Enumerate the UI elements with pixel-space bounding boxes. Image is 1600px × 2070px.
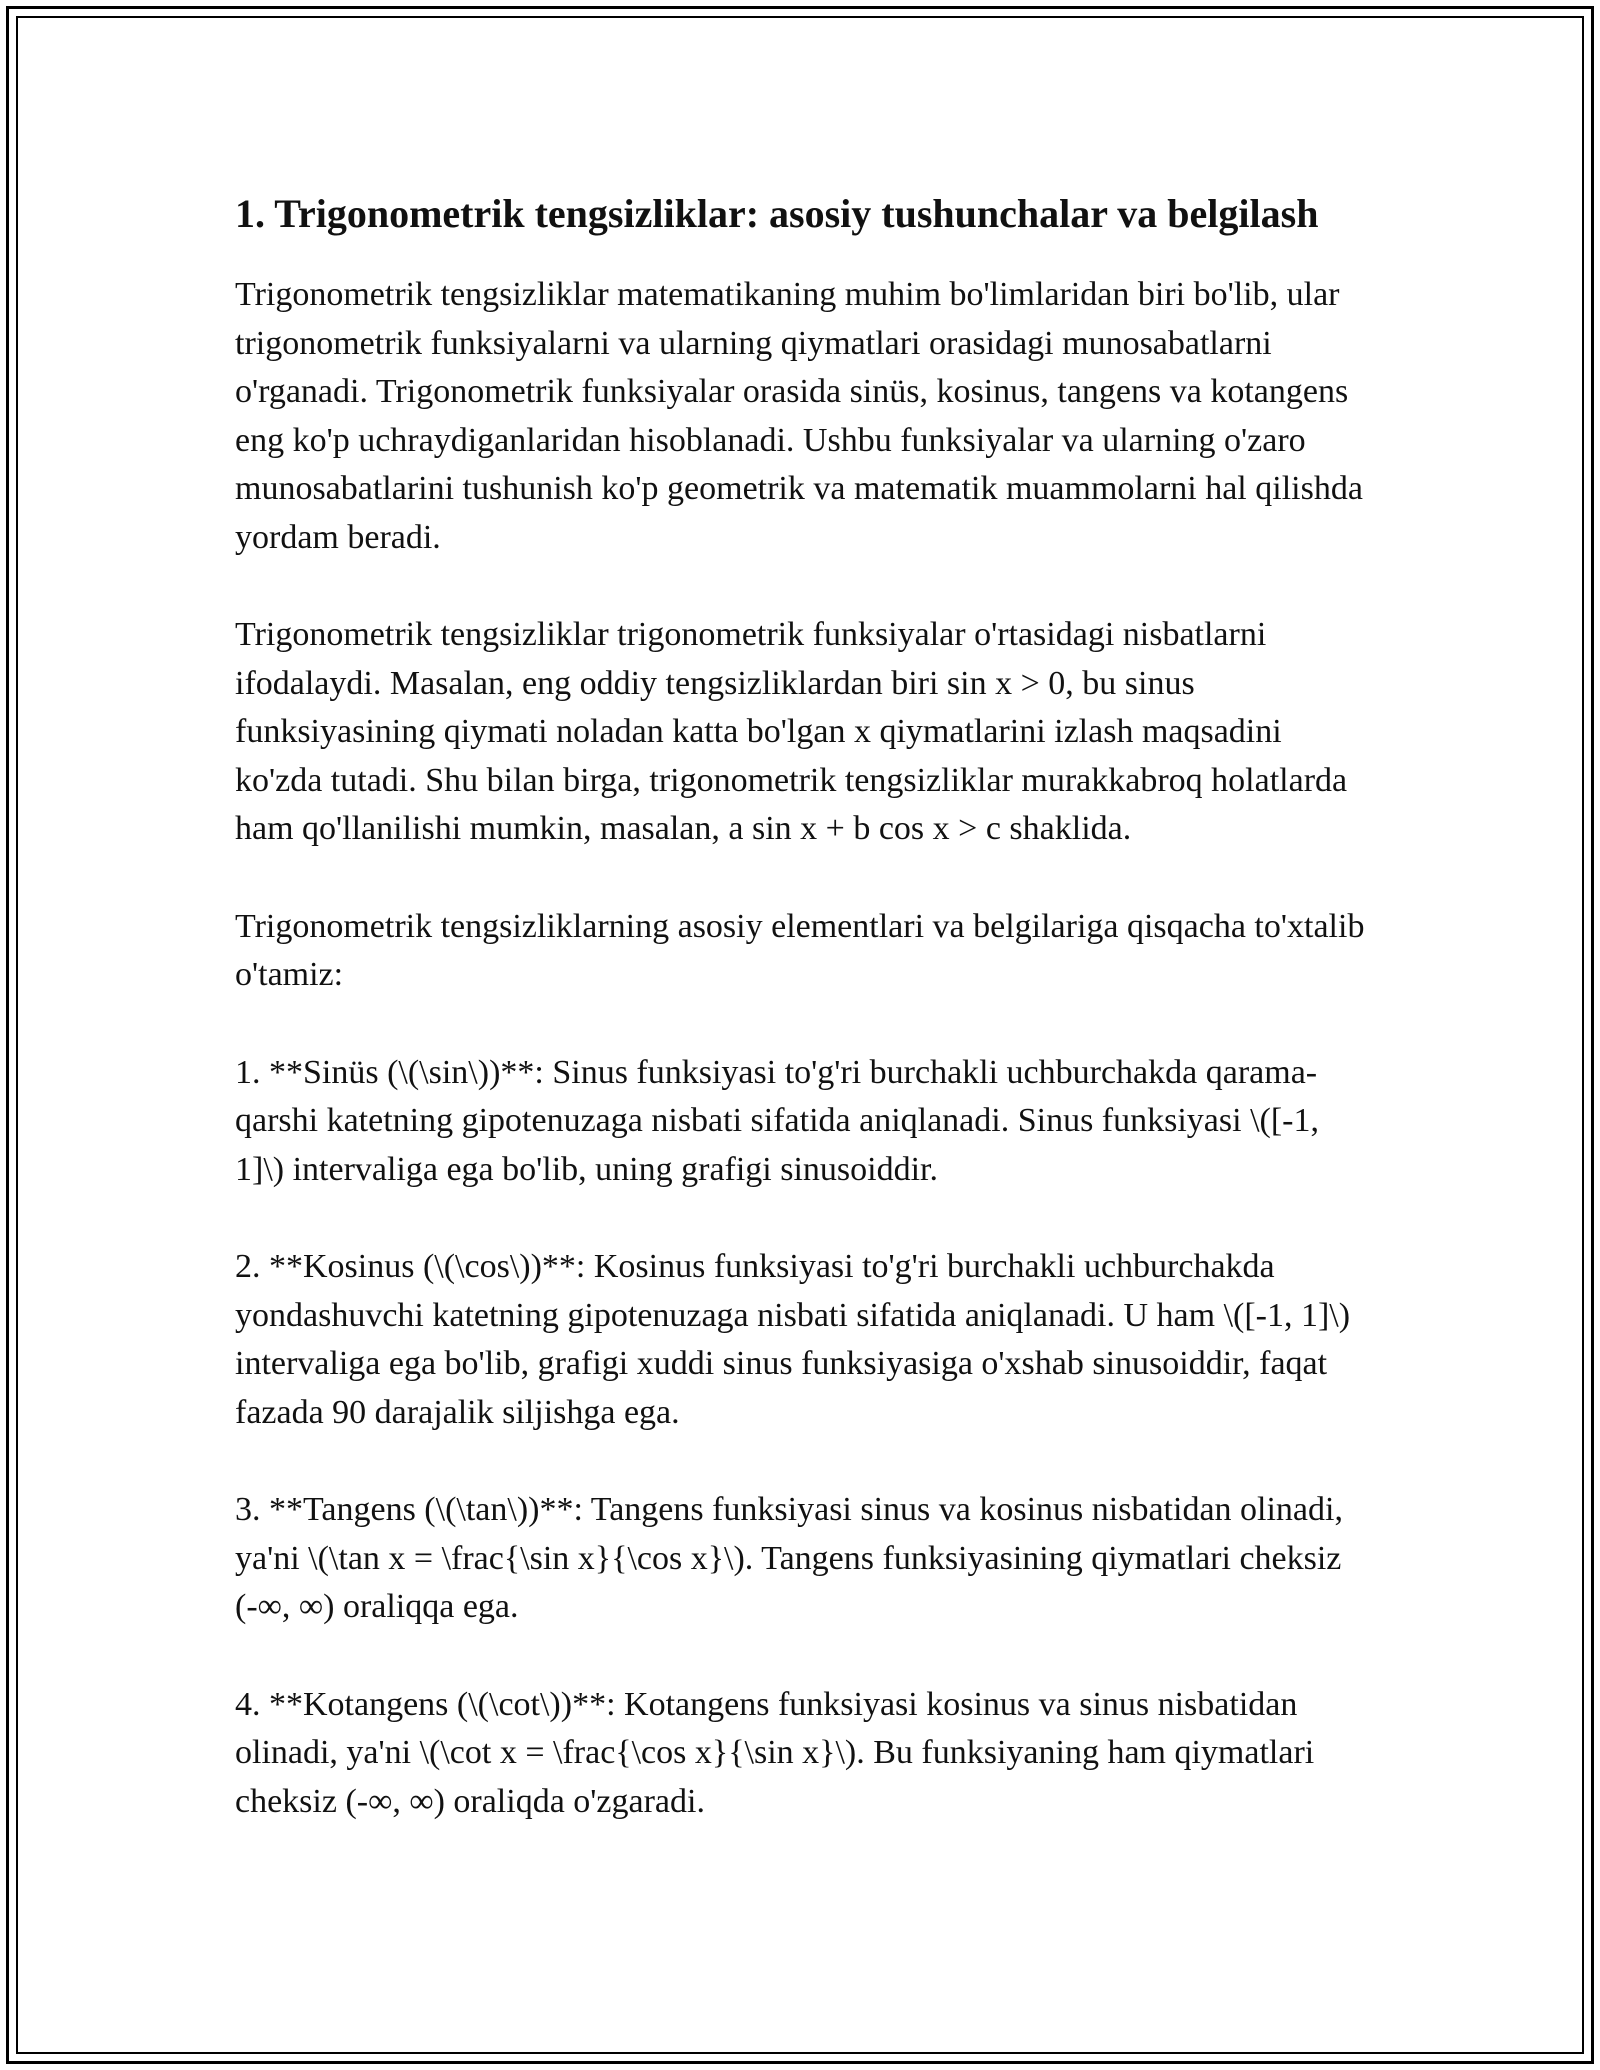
section-heading: 1. Trigonometrik tengsizliklar: asosiy tushunchalar va belgilash: [235, 191, 1319, 236]
paragraph-elements-intro: Trigonometrik tengsizliklarning asosiy elementlari va belgilariga qisqacha to'xtalib o'tamiz:: [235, 907, 1365, 993]
list-item-kosinus: 2. **Kosinus (\(\cos\))**: Kosinus funksiyasi to'g'ri burchakli uchburchakda yondashuvchi katetning gipotenuzaga nisbati sifatida aniqlanadi. U ham \([-1, 1]\) intervaliga ega bo'lib, grafigi xuddi sinus funksiyasiga o'xshab sinusoiddir, faqat fazada 90 darajalik siljishga ega.: [235, 1248, 1351, 1431]
list-item-tangens: 3. **Tangens (\(\tan\))**: Tangens funksiyasi sinus va kosinus nisbatidan olinadi, ya'ni \(\tan x = \frac{\sin x}{\cos x}\). Tangens funksiyasining qiymatlari cheksiz (-∞, ∞) oraliqqa ega.: [235, 1491, 1343, 1625]
list-item-kotangens: 4. **Kotangens (\(\cot\))**: Kotangens funksiyasi kosinus va sinus nisbatidan olinadi, ya'ni \(\cot x = \frac{\cos x}{\sin x}\). Bu funksiyaning ham qiymatlari cheksiz (-∞, ∞) oraliqda o'zgaradi.: [235, 1685, 1315, 1820]
paragraph-intro: Trigonometrik tengsizliklar matematikaning muhim bo'limlaridan biri bo'lib, ular trigonometrik funksiyalarni va ularning qiymatlari orasidagi munosabatlarni o'rganadi. Trigonometrik funksiyalar orasida sinüs, kosinus, tangens va kotangens eng ko'p uchraydiganlaridan hisoblanadi. Ushbu funksiyalar va ularning o'zaro munosabatlarini tushunish ko'p geometrik va matematik muammolarni hal qilishda yordam beradi.: [235, 276, 1363, 556]
paragraph-inequalities: Trigonometrik tengsizliklar trigonometrik funksiyalar o'rtasidagi nisbatlarni ifodalaydi. Masalan, eng oddiy tengsizliklardan biri sin x > 0, bu sinus funksiyasining qiymati noladan katta bo'lgan x qiymatlarini izlash maqsadini ko'zda tutadi. Shu bilan birga, trigonometrik tengsizliklar murakkabroq holatlarda ham qo'llanilishi mumkin, masalan, a sin x + b cos x > c shaklida.: [235, 616, 1348, 847]
document-body: [235, 186, 1370, 1826]
list-item-sinus: 1. **Sinüs (\(\sin\))**: Sinus funksiyasi to'g'ri burchakli uchburchakda qarama-qarshi katetning gipotenuzaga nisbati sifatida aniqlanadi. Sinus funksiyasi \([-1, 1]\) intervaliga ega bo'lib, uning grafigi sinusoiddir.: [235, 1053, 1319, 1188]
